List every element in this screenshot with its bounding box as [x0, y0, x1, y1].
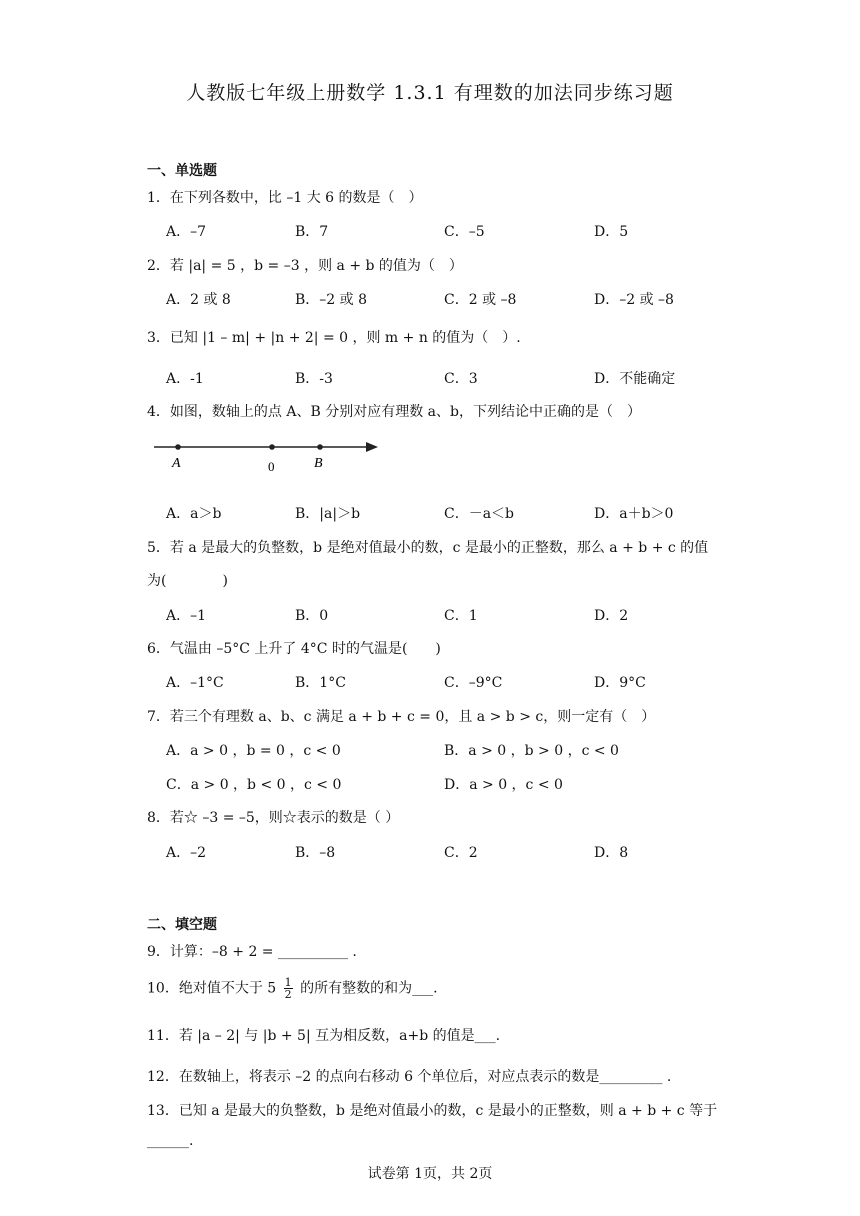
- point-b-dot: [317, 444, 323, 450]
- question-6: 6．气温由 –5°C 上升了 4°C 时的气温是( ): [147, 641, 441, 657]
- q2-option-b[interactable]: B．–2 或 8: [295, 292, 368, 308]
- q1-option-d[interactable]: D．5: [594, 224, 629, 240]
- q7-option-b[interactable]: B．a > 0 ，b > 0 ，c < 0: [444, 743, 619, 759]
- question-13-line-1: 13．已知 a 是最大的负整数，b 是绝对值最小的数，c 是最小的正整数，则 a + b + c 等于: [147, 1103, 718, 1119]
- question-5-line-1: 5．若 a 是最大的负整数，b 是绝对值最小的数，c 是最小的正整数，那么 a + b + c 的值: [147, 540, 709, 556]
- q6-option-a[interactable]: A．–1°C: [166, 675, 224, 691]
- q10-text-before: 10．绝对值不大于 5: [147, 980, 277, 997]
- q5-option-d[interactable]: D．2: [594, 608, 629, 624]
- q2-option-a[interactable]: A．2 或 8: [166, 292, 231, 308]
- point-zero-dot: [269, 444, 275, 450]
- question-4: 4．如图，数轴上的点 A、B 分别对应有理数 a、b，下列结论中正确的是（ ）: [147, 404, 641, 420]
- question-13-line-2: ______.: [147, 1133, 194, 1149]
- number-line-figure: [150, 435, 390, 477]
- q3-option-a[interactable]: A．-1: [166, 371, 204, 387]
- question-12: 12．在数轴上，将表示 –2 的点向右移动 6 个单位后，对应点表示的数是_________ .: [147, 1069, 672, 1085]
- question-3: 3．已知 |1 – m| + |n + 2| = 0 ，则 m + n 的值为（ ）.: [147, 330, 521, 346]
- question-5-line-2: 为( ): [147, 573, 228, 589]
- q4-option-c[interactable]: C．－a＜b: [444, 506, 515, 522]
- q7-option-c[interactable]: C．a > 0 ，b < 0 ，c < 0: [166, 777, 342, 793]
- q3-option-b[interactable]: B．-3: [295, 371, 333, 387]
- question-1: 1．在下列各数中，比 –1 大 6 的数是（ ）: [147, 190, 423, 206]
- section-heading-single-choice: 一、单选题: [147, 163, 217, 179]
- q5-option-b[interactable]: B．0: [295, 608, 329, 624]
- label-a: A: [172, 456, 181, 471]
- q6-option-c[interactable]: C．–9°C: [444, 675, 503, 691]
- q7-option-a[interactable]: A．a > 0 ，b = 0 ，c < 0: [166, 743, 341, 759]
- q4-option-b[interactable]: B．|a|＞b: [295, 506, 361, 522]
- q5-option-a[interactable]: A．–1: [166, 608, 207, 624]
- question-10: [147, 977, 438, 1000]
- section-heading-fill-in: 二、填空题: [147, 917, 217, 933]
- q1-option-a[interactable]: A．–7: [166, 224, 207, 240]
- q5-option-c[interactable]: C．1: [444, 608, 478, 624]
- page-footer: 试卷第 1页，共 2页: [367, 1166, 493, 1182]
- q4-option-d[interactable]: D．a＋b＞0: [594, 506, 674, 522]
- point-a-dot: [175, 444, 181, 450]
- label-zero: 0: [268, 459, 275, 474]
- question-9: 9．计算：–8 + 2 = __________ .: [147, 944, 357, 960]
- question-11: 11．若 |a – 2| 与 |b + 5| 互为相反数，a+b 的值是___.: [147, 1028, 501, 1044]
- q3-option-d[interactable]: D．不能确定: [594, 371, 676, 387]
- q1-option-c[interactable]: C．–5: [444, 224, 485, 240]
- question-8: 8．若☆ –3 = –5，则☆表示的数是（ ）: [147, 810, 400, 826]
- q10-text-after: 的所有整数的和为___.: [300, 980, 438, 997]
- arrow-head-icon: [366, 442, 378, 452]
- question-7: 7．若三个有理数 a、b、c 满足 a + b + c = 0，且 a > b > c，则一定有（ ）: [147, 709, 656, 725]
- q6-option-b[interactable]: B．1°C: [295, 675, 346, 691]
- q1-option-b[interactable]: B．7: [295, 224, 329, 240]
- question-2: 2．若 |a| = 5 ，b = –3 ，则 a + b 的值为（ ）: [147, 258, 463, 274]
- page-title: 人教版七年级上册数学 1.3.1 有理数的加法同步练习题: [186, 82, 674, 104]
- q3-option-c[interactable]: C．3: [444, 371, 478, 387]
- q8-option-d[interactable]: D．8: [594, 845, 629, 861]
- q8-option-b[interactable]: B．–8: [295, 845, 336, 861]
- label-b: B: [314, 456, 323, 471]
- q6-option-d[interactable]: D．9°C: [594, 675, 646, 691]
- q4-option-a[interactable]: A．a＞b: [166, 506, 222, 522]
- q2-option-c[interactable]: C．2 或 –8: [444, 292, 517, 308]
- q7-option-d[interactable]: D．a > 0 ，c < 0: [444, 777, 563, 793]
- q8-option-c[interactable]: C．2: [444, 845, 478, 861]
- q10-frac-den: 2: [284, 988, 292, 1001]
- q10-frac-num: 1: [284, 976, 292, 989]
- q10-fraction: [284, 977, 293, 1000]
- q8-option-a[interactable]: A．–2: [166, 845, 207, 861]
- q2-option-d[interactable]: D．–2 或 –8: [594, 292, 674, 308]
